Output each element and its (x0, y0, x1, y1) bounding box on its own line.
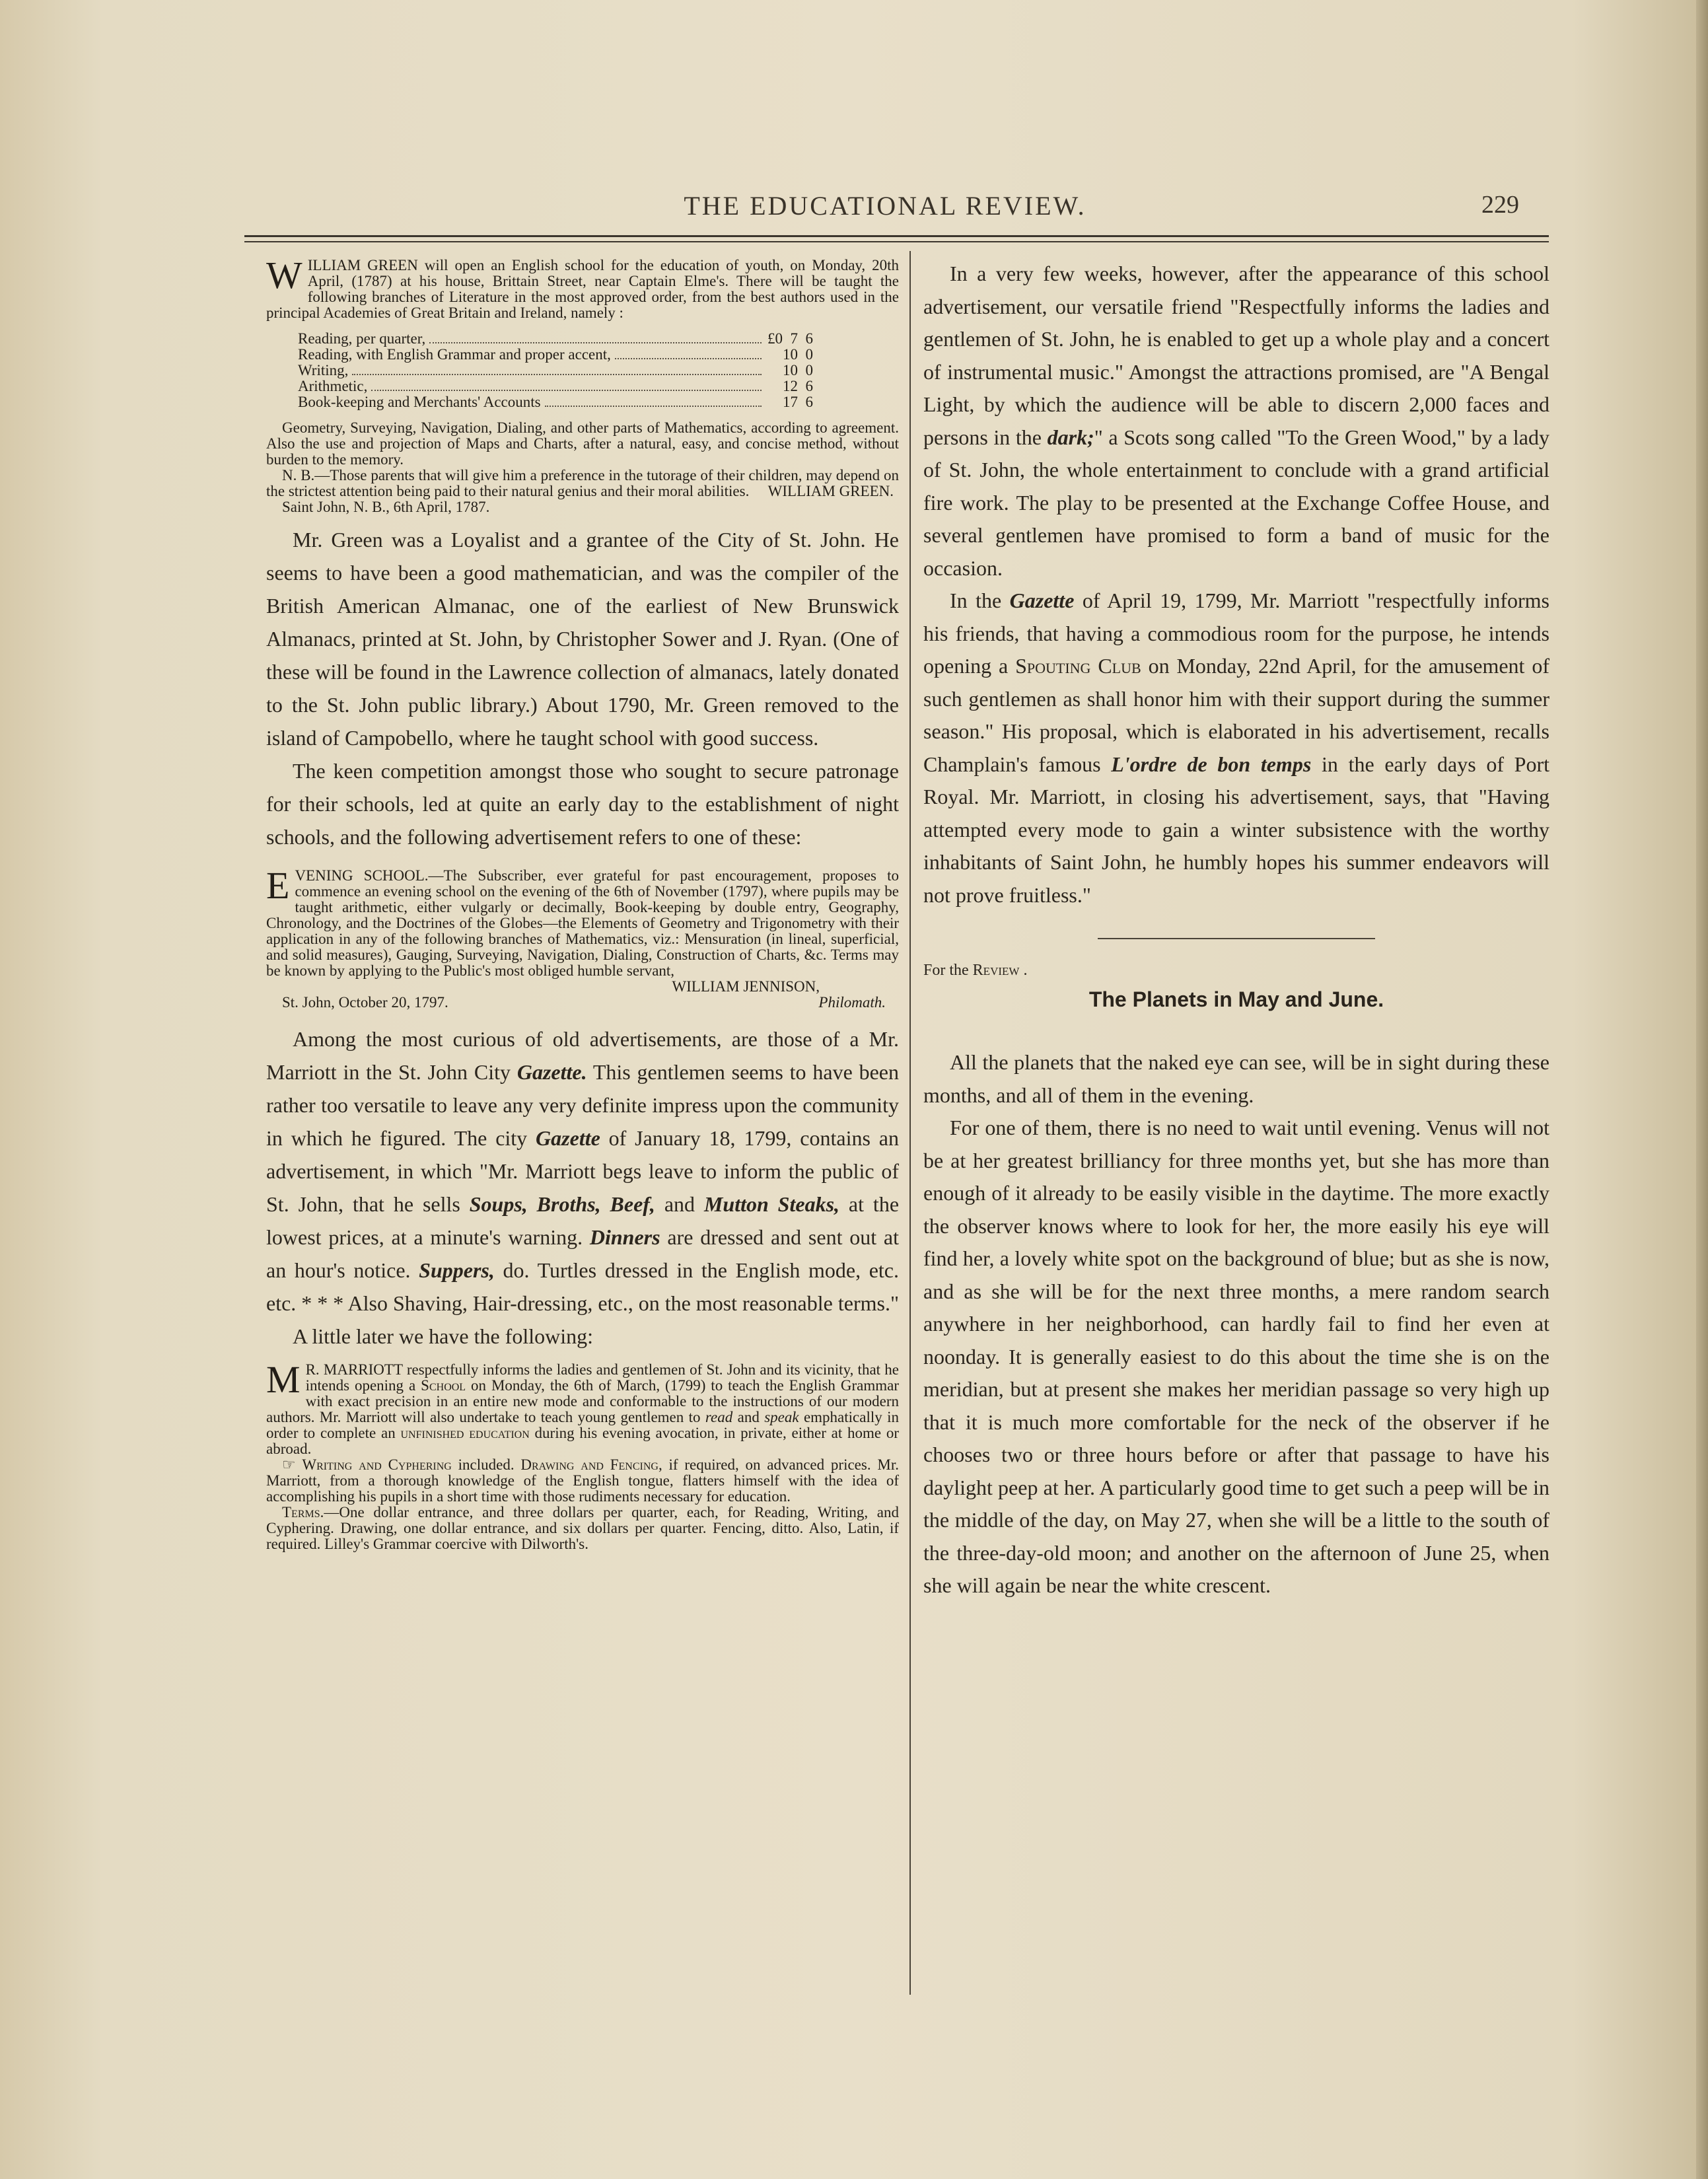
ad-dateline: St. John, October 20, 1797. (282, 994, 448, 1011)
article-paragraph: All the planets that the naked eye can see, will be in sight during these months, and all of them in the evening. (923, 1050, 1549, 1107)
paragraph: The keen competition amongst those who sought to secure patronage for their schools, led at quite an early day to the establishment of night schools, and the following advertisement refers to one of these: (266, 759, 899, 849)
paragraph: In a very few weeks, however, after the appearance of this school advertisement, our versatile friend "Respectfully informs the ladies and gentlemen of St. John, he is enabled to get up a whole play and a concert of instrumental music." Amongst the attractions promised, are "A Bengal Light, by which the audience will be able to discern 2,000 faces and persons in the dark;" a Scots song called "To the Green Wood," by a lady of St. John, the whole entertainment to conclude with a grand artificial fire work. The play to be presented at the Exchange Coffee House, and several gentlemen have promised to form a band of music for the occasion. (923, 262, 1550, 580)
header-rule (244, 235, 1549, 237)
ad-title: Philomath. (818, 994, 886, 1011)
paragraph-marriott: Among the most curious of old advertisements, are those of a Mr. Marriott in the St. John City Gazette. This gentlemen seems to have been rather too versatile to leave any very definite impress upon the community in which he figured. The city Gazette of January 18, 1799, contains an advertisement, in which "Mr. Marriott begs leave to inform the public of St. John, that he sells Soups, Broths, Beef, and Mutton Steaks, at the lowest prices, at a minute's warning. Dinners are dressed and sent out at an hour's notice. Suppers, do. Turtles dressed in the English mode, etc. etc. * * * Also Shaving, Hair-dressing, etc., on the most reasonable terms." (266, 1027, 900, 1315)
paragraph: Mr. Green was a Loyalist and a grantee of the City of St. John. He seems to have been a good mathematician, and was the compiler of the British American Almanac, one of the earliest of New Brunswick Almanacs, printed at St. John, by Christopher Sower and J. Ryan. (One of these will be found in the Lawrence collection of almanacs, lately donated to the St. John public library.) About 1790, Mr. Green removed to the island of Campobello, where he taught school with good success. (266, 528, 899, 750)
advertisement-william-green (266, 254, 899, 515)
fee-list (298, 332, 813, 411)
drop-cap: M (266, 1358, 301, 1401)
ad-paragraph: Geometry, Surveying, Navigation, Dialing, and other parts of Mathematics, according to agreement. Also the use and projection of Maps and Charts, after a natural, easy, and concise method, without burden to the memory. (266, 419, 899, 468)
left-column (266, 254, 900, 1552)
header-rule-thin (244, 241, 1549, 242)
ad-paragraph: ☞ Writing and Cyphering included. Drawing and Fencing, if required, on advanced prices. Mr. Marriott, from a thorough knowledge of the English tongue, flatters himself with the idea of accomplishing his pupils in a short time with those rudiments necessary for education. (266, 1456, 899, 1505)
fee-row: Arithmetic, 12 6 (298, 378, 813, 394)
drop-cap: W (266, 254, 302, 297)
ad-lead: ILLIAM GREEN will open an English school for the education of youth, on Monday, 20th April, (1787) at his house, Brittain Street, near Captain Elme's. There will be taught the following branches of Literature in the most approved order, from the best authors used in the principal Academies of Great Britain and Ireland, namely : (266, 257, 899, 321)
ad-paragraph: Terms.—One dollar entrance, and three dollars per quarter, each, for Reading, Writing, and Cyphering. Drawing, one dollar entrance, and six dollars per quarter. Fencing, ditto. Also, Latin, if required. Lilley's Grammar coercive with Dilworth's. (266, 1504, 899, 1552)
drop-cap: E (266, 864, 290, 907)
ad-footer (266, 995, 899, 1011)
ad-signature: WILLIAM GREEN. (767, 483, 894, 499)
page-number: 229 (1481, 191, 1519, 219)
page-edge (1696, 0, 1708, 2179)
ad-signature: WILLIAM JENNISON, (672, 978, 820, 995)
paragraph: A little later we have the following: (293, 1324, 593, 1348)
journal-title: THE EDUCATIONAL REVIEW. (684, 191, 1086, 221)
running-header (238, 190, 1532, 230)
article-paragraph: For one of them, there is no need to wait until evening. Venus will not be at her greatest brilliancy for three months yet, but she has more than enough of it already to be easily visible in the daytime. The more exactly the observer knows where to look for her, the more easily his eye will find her, a lovely white spot on the background of blue; but as she is now, and as she will be for the next three months, a mere random search anywhere in her neighborhood, can hardly fail to find her even at noonday. It is generally easiest to do this about the time she is on the meridian, but at present she makes her meridian passage so very high up that it is much more comfortable for the neck of the observer if he chooses two or three hours before or after that passage to have his daylight peep at her. A particularly good time to get such a peep will be in the middle of the day, on May 27, when she will be a little to the south of the three-day-old moon; and another on the afternoon of June 25, when she will again be near the white crescent. (923, 1116, 1549, 1597)
advertisement-evening-school: EVENING SCHOOL.—The Subscriber, ever grateful for past encouragement, proposes to commence an evening school on the evening of the 6th of November (1797), where pupils may be taught arithmetic, either vulgarly or decimally, Book-keeping by double entry, Geography, Chronology, and the Doctrines of the Globes—the Elements of Geometry and Trigonometry with their application in any of the following branches of Mathematics, viz.: Mensuration (in lineal, superficial, and solid measures), Gauging, Surveying, Navigation, Dialing, Construction of Charts, &c. Terms may be known by applying to the Public's most obliged humble servant, WILLIAM JENNISON, St. John, October 20, 1797. Philomath. (266, 864, 899, 1011)
fee-row: Writing, 10 0 (298, 362, 813, 378)
fee-row: Book-keeping and Merchants' Accounts 17 6 (298, 394, 813, 410)
pointing-hand-icon: ☞ (282, 1456, 296, 1473)
fee-row: Reading, per quarter, £0 7 6 (298, 330, 813, 347)
advertisement-marriott-school: M R. MARRIOTT respectfully informs the ladies and gentlemen of St. John and its vicinity, that he intends opening a School on Monday, the 6th of March, (1799) to teach the English Grammar with exact precision in an entire new mode and conformable to the instructions of our modern authors. Mr. Marriott will also undertake to teach young gentlemen to read and speak emphatically in order to complete an unfinished education during his evening avocation, in private, either at home or abroad. ☞ Writing and Cyphering included. Drawing and Fencing, if required, on advanced prices. Mr. Marriott, from a thorough knowledge of the English tongue, flatters himself with the idea of accomplishing his pupils in a short time with those rudiments necessary for education. Terms.—One dollar entrance, and three dollars per quarter, each, for Reading, Writing, and Cyphering. Drawing, one dollar entrance, and six dollars per quarter. Fencing, ditto. Also, Latin, if required. Lilley's Grammar coercive with Dilworth's. (266, 1358, 900, 1552)
ad-paragraph: N. B.—Those parents that will give him a preference in the tutorage of their children, may depend on the strictest attention being paid to their natural genius and their moral abilities. WILLIAM GREEN. (266, 467, 899, 499)
for-the-review: For the Review . (923, 962, 1028, 979)
section-divider (1098, 938, 1375, 939)
paragraph: In the Gazette of April 19, 1799, Mr. Marriott "respectfully informs his friends, that having a commodious room for the purpose, he intends opening a Spouting Club on Monday, 22nd April, for the amusement of such gentlemen as shall honor him with their support during the summer season." His proposal, which is elaborated in his advertisement, recalls Champlain's famous L'ordre de bon temps in the early days of Port Royal. Mr. Marriott, in closing his advertisement, says, that "Having attempted every mode to gain a winter subsistence with the worthy inhabitants of Saint John, he humbly hopes his summer endeavors will not prove fruitless." (923, 589, 1550, 907)
article-title: The Planets in May and June. (1088, 987, 1384, 1011)
fee-row: Reading, with English Grammar and proper accent, 10 0 (298, 346, 813, 363)
right-column (923, 258, 1549, 1602)
column-divider (909, 251, 911, 1995)
ad-dateline: Saint John, N. B., 6th April, 1787. (282, 499, 490, 515)
